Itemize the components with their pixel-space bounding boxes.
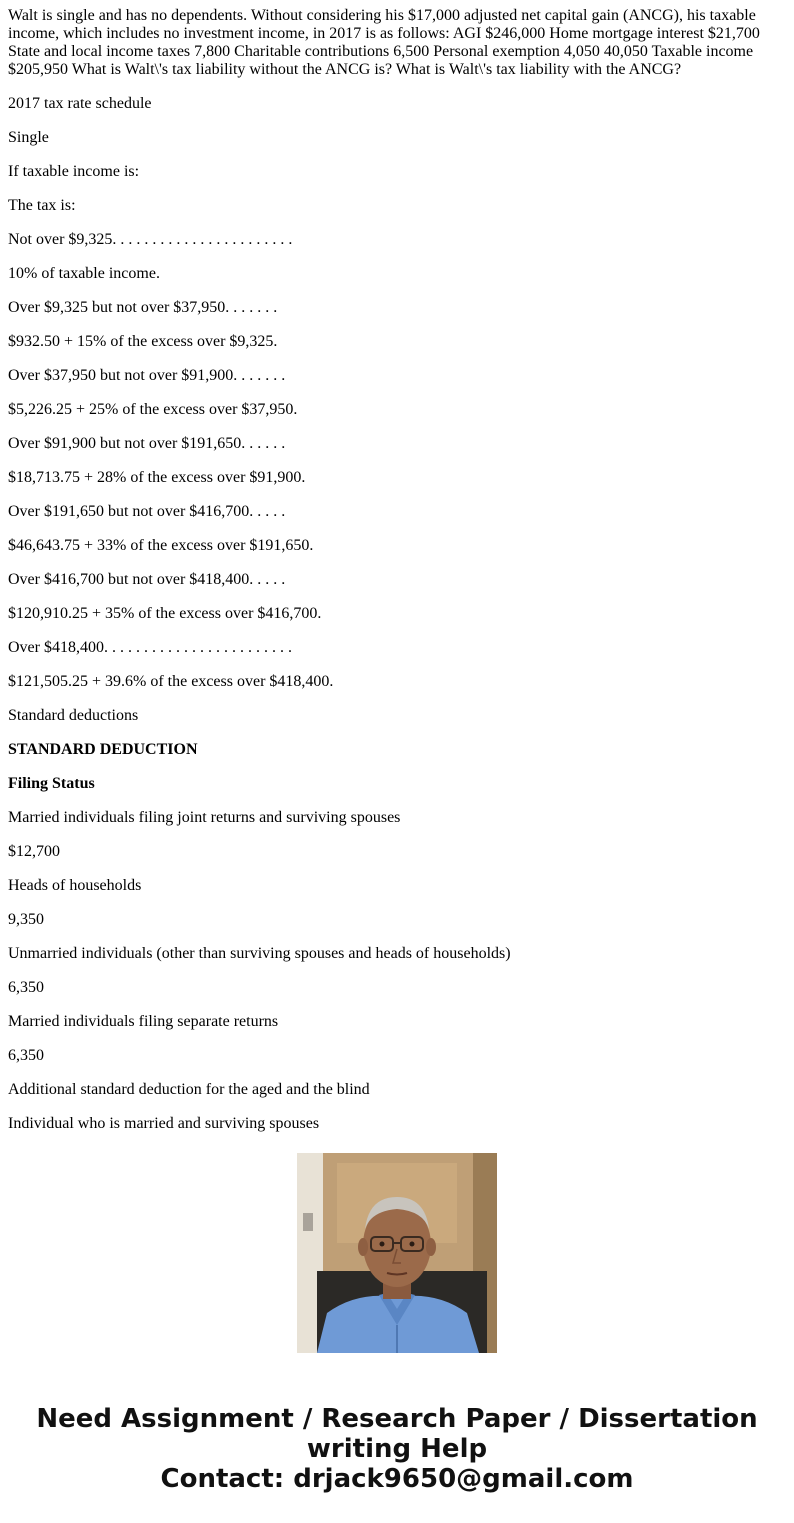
bracket-tax: $18,713.75 + 28% of the excess over $91,900. <box>8 469 306 486</box>
promo-line: Need Assignment / Research Paper / Dissertation <box>36 1404 758 1434</box>
bracket-range: Over $37,950 but not over $91,900. . . . . . . <box>8 367 286 384</box>
promo-contact: Contact: drjack9650@gmail.com <box>160 1464 634 1494</box>
bracket-tax: $121,505.25 + 39.6% of the excess over $418,400. <box>8 673 334 690</box>
tax-header: The tax is: <box>8 197 76 214</box>
promo-line: writing Help <box>306 1434 488 1464</box>
bracket-tax: $932.50 + 15% of the excess over $9,325. <box>8 333 278 350</box>
std-status: Unmarried individuals (other than surviving spouses and heads of households) <box>8 945 511 962</box>
std-amount: 6,350 <box>8 979 44 996</box>
income-header: If taxable income is: <box>8 163 140 180</box>
std-subheading: Filing Status <box>8 775 95 792</box>
promo-banner <box>0 1404 794 1494</box>
bracket-range: Over $9,325 but not over $37,950. . . . . . . <box>8 299 278 316</box>
std-amount: 6,350 <box>8 1047 44 1064</box>
schedule-title: 2017 tax rate schedule <box>8 95 152 112</box>
bracket-range: Over $416,700 but not over $418,400. . . . . <box>8 571 286 588</box>
bracket-range: Not over $9,325. . . . . . . . . . . . . . . . . . . . . . . <box>8 231 293 248</box>
question-text: Walt is single and has no dependents. Without considering his $17,000 adjusted net capital gain (ANCG), his taxable income, which includes no investment income, in 2017 is as follows: AGI $246,000 Home mortgage interest $21,700 State and local income taxes 7,800 Charitable contributions 6,500 Personal exemption 4,050 40,050 Taxable income $205,950 What is Walt\'s tax liability without the ANCG is? What is Walt\'s tax liability with the ANCG? <box>8 7 760 78</box>
bracket-tax: $5,226.25 + 25% of the excess over $37,950. <box>8 401 298 418</box>
std-amount: $12,700 <box>8 843 60 860</box>
document-content <box>8 7 778 1132</box>
std-status: Married individuals filing joint returns and surviving spouses <box>8 809 401 826</box>
bracket-tax: 10% of taxable income. <box>8 265 160 282</box>
std-heading: STANDARD DEDUCTION <box>8 741 198 758</box>
bracket-range: Over $191,650 but not over $416,700. . . . . <box>8 503 286 520</box>
cut-off-line: Individual who is married and surviving spouses <box>8 1115 320 1132</box>
bracket-range: Over $418,400. . . . . . . . . . . . . . . . . . . . . . . . <box>8 639 292 656</box>
additional-title: Additional standard deduction for the aged and the blind <box>8 1081 370 1098</box>
std-status: Married individuals filing separate returns <box>8 1013 279 1030</box>
avatar <box>297 1153 497 1353</box>
filing-status: Single <box>8 129 49 146</box>
std-status: Heads of households <box>8 877 142 894</box>
std-amount: 9,350 <box>8 911 44 928</box>
bracket-range: Over $91,900 but not over $191,650. . . . . . <box>8 435 286 452</box>
person-portrait-icon <box>297 1153 497 1353</box>
std-title: Standard deductions <box>8 707 139 724</box>
bracket-tax: $46,643.75 + 33% of the excess over $191,650. <box>8 537 314 554</box>
bracket-tax: $120,910.25 + 35% of the excess over $416,700. <box>8 605 322 622</box>
